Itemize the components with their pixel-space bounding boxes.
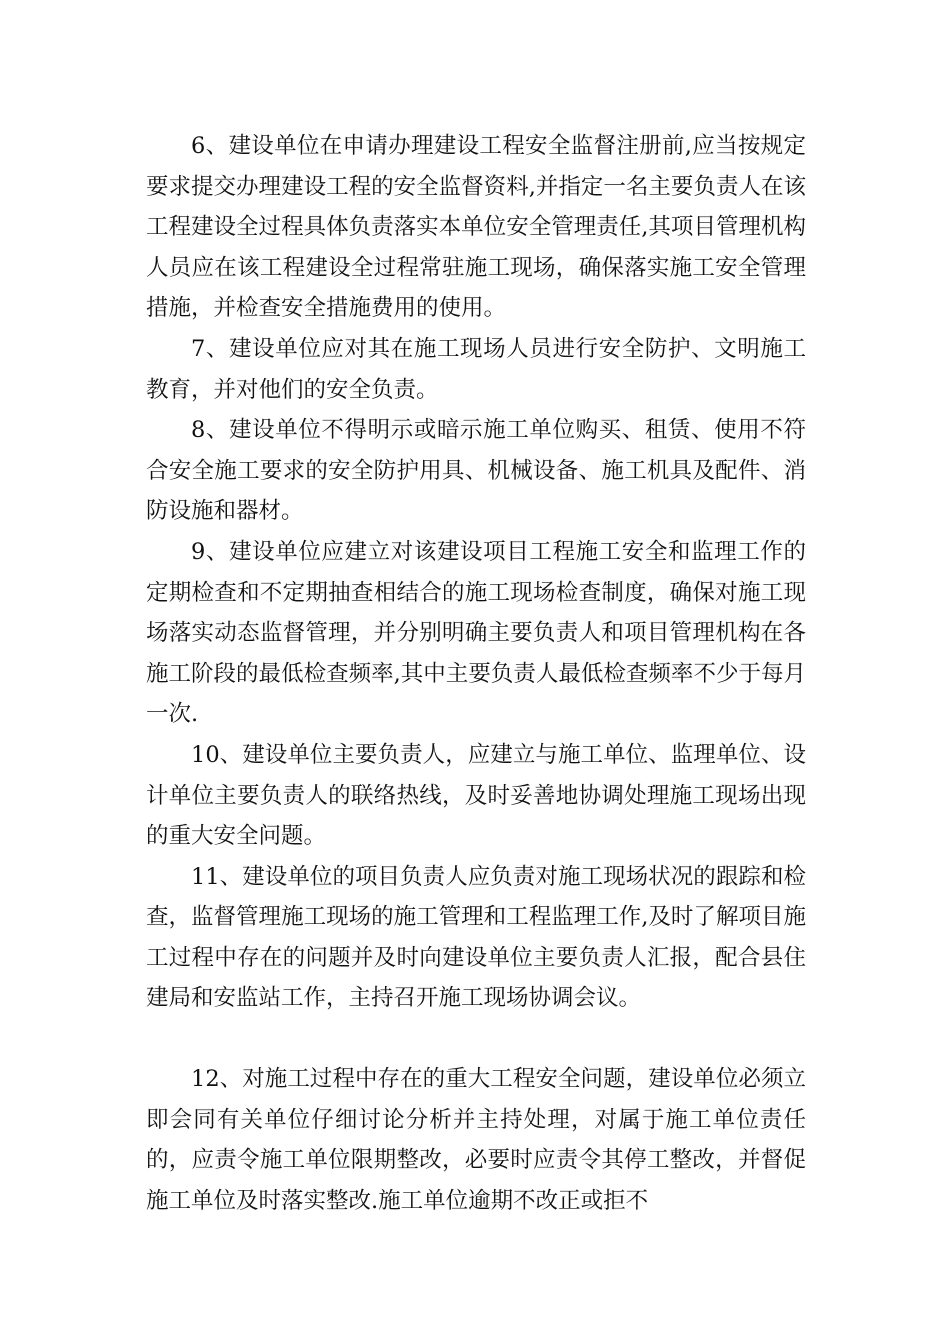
clause-6: 6、建设单位在申请办理建设工程安全监督注册前,应当按规定要求提交办理建设工程的安全监督资料,并指定一名主要负责人在该工程建设全过程具体负责落实本单位安全管理责任,其项目管理机构人员应在该工程建设全过程常驻施工现场，确保落实施工安全管理措施，并检查安全措施费用的使用。 [146, 133, 806, 322]
clause-8: 8、建设单位不得明示或暗示施工单位购买、租赁、使用不符合安全施工要求的安全防护用具、机械设备、施工机具及配件、消防设施和器材。 [146, 417, 806, 525]
clause-7: 7、建设单位应对其在施工现场人员进行安全防护、文明施工教育，并对他们的安全负责。 [146, 335, 806, 403]
document-body [146, 126, 806, 1221]
clause-9: 9、建设单位应建立对该建设项目工程施工安全和监理工作的定期检查和不定期抽查相结合的施工现场检查制度，确保对施工现场落实动态监督管理，并分别明确主要负责人和项目管理机构在各施工阶段的最低检查频率,其中主要负责人最低检查频率不少于每月一次. [146, 538, 806, 728]
clause-10: 10、建设单位主要负责人，应建立与施工单位、监理单位、设计单位主要负责人的联络热线，及时妥善地协调处理施工现场出现的重大安全问题。 [146, 741, 806, 850]
clause-12: 12、对施工过程中存在的重大工程安全问题，建设单位必须立即会同有关单位仔细讨论分析并主持处理，对属于施工单位责任的，应责令施工单位限期整改，必要时应责令其停工整改，并督促施工单位及时落实整改.施工单位逾期不改正或拒不 [146, 1066, 806, 1214]
paragraph-spacer [146, 1019, 806, 1059]
clause-11: 11、建设单位的项目负责人应负责对施工现场状况的跟踪和检查，监督管理施工现场的施工管理和工程监理工作,及时了解项目施工过程中存在的问题并及时向建设单位主要负责人汇报，配合县住建局和安监站工作，主持召开施工现场协调会议。 [146, 863, 806, 1012]
